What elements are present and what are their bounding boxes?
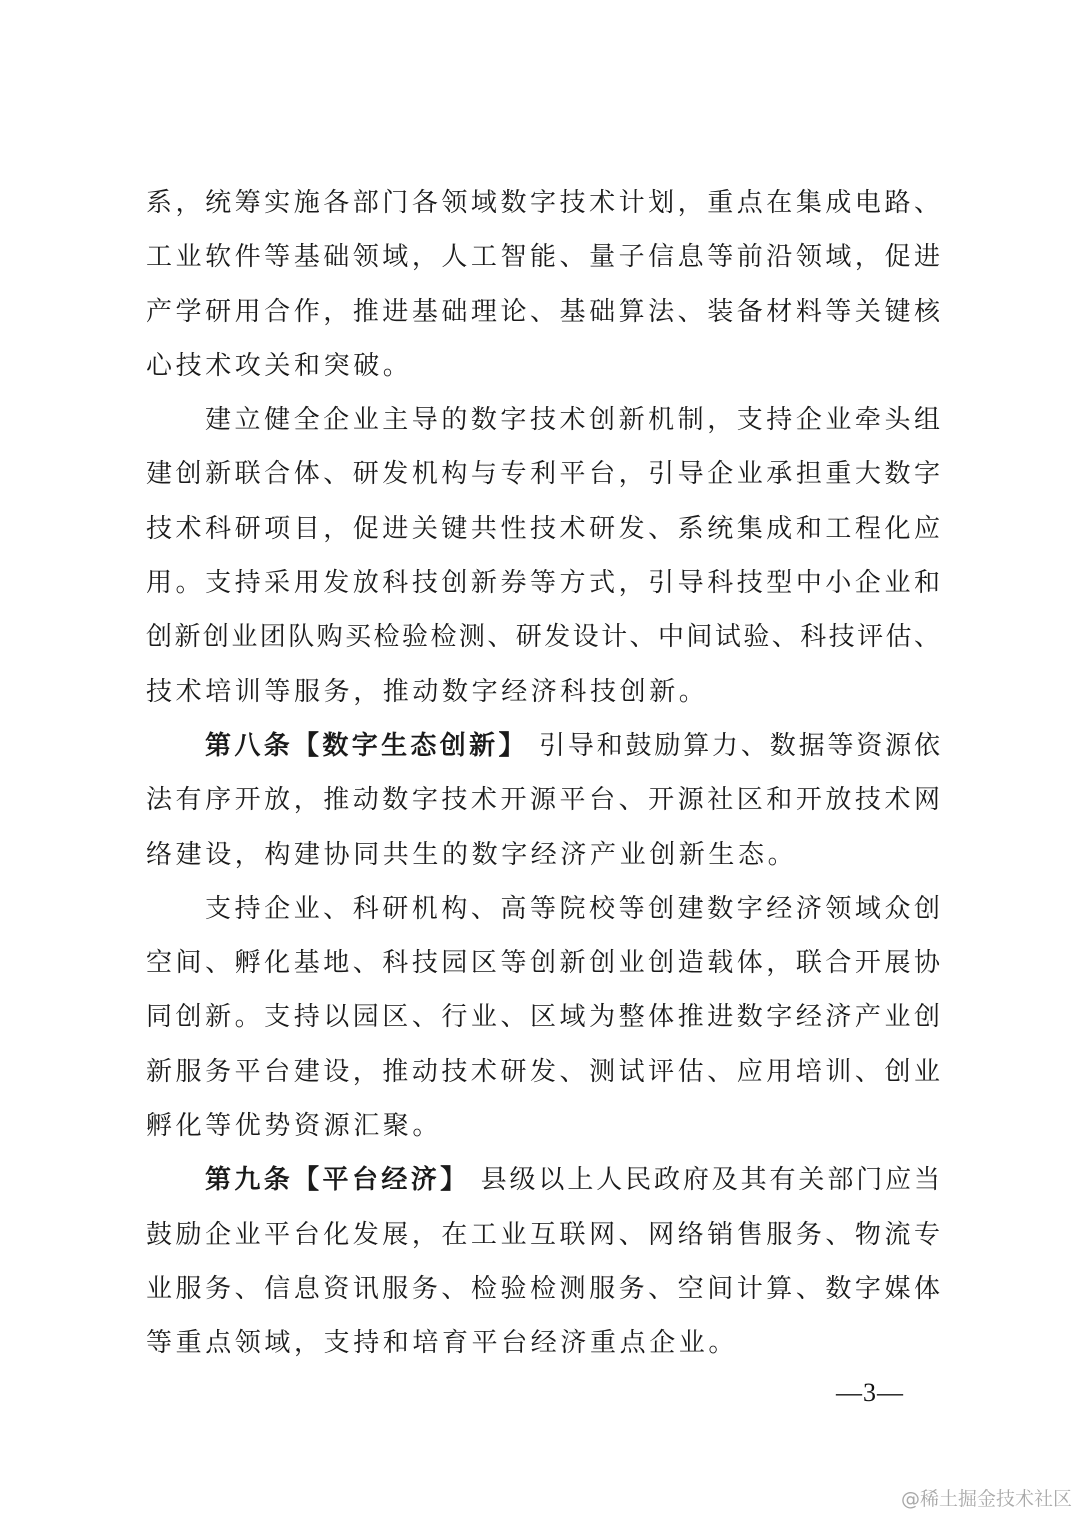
- paragraph: [146, 882, 940, 1153]
- text-line: 新服务平台建设，推动技术研发、测试评估、应用培训、创业: [146, 1056, 940, 1087]
- text-line: 产学研用合作，推进基础理论、基础算法、装备材料等关键核: [146, 296, 940, 327]
- text-line: 建创新联合体、研发机构与专利平台，引导企业承担重大数字: [146, 459, 940, 490]
- text-line: 空间、孵化基地、科技园区等创新创业创造载体，联合开展协: [146, 948, 940, 979]
- page-number: —3—: [836, 1378, 904, 1407]
- document-body: [146, 176, 940, 1371]
- text-line: 用。支持采用发放科技创新券等方式，引导科技型中小企业和: [146, 568, 940, 599]
- watermark: @稀土掘金技术社区: [900, 1488, 1072, 1510]
- paragraph: [146, 393, 940, 719]
- text-line: 络建设，构建协同共生的数字经济产业创新生态。: [146, 839, 798, 870]
- text-line: [146, 719, 940, 773]
- text-line: [146, 1153, 940, 1207]
- article-9: [146, 1153, 940, 1370]
- text-line: 创新创业团队购买检验检测、研发设计、中间试验、科技评估、: [146, 622, 940, 653]
- text-line: 法有序开放，推动数字技术开源平台、开源社区和开放技术网: [146, 785, 940, 816]
- text-line: 工业软件等基础领域，人工智能、量子信息等前沿领域，促进: [146, 242, 940, 273]
- text-line: 业服务、信息资讯服务、检验检测服务、空间计算、数字媒体: [146, 1273, 940, 1304]
- text-line: 同创新。支持以园区、行业、区域为整体推进数字经济产业创: [146, 1002, 940, 1033]
- article-8: [146, 719, 940, 882]
- text-line: 鼓励企业平台化发展，在工业互联网、网络销售服务、物流专: [146, 1219, 940, 1250]
- text-line: 技术科研项目，促进关键共性技术研发、系统集成和工程化应: [146, 513, 940, 544]
- article-text: 引导和鼓励算力、数据等资源依: [538, 730, 940, 761]
- paragraph: [146, 176, 940, 393]
- text-line: 等重点领域，支持和培育平台经济重点企业。: [146, 1328, 739, 1359]
- text-line: 孵化等优势资源汇聚。: [146, 1111, 443, 1142]
- article-heading: 第九条【平台经济】: [205, 1165, 470, 1196]
- text-line: 系，统筹实施各部门各领域数字技术计划，重点在集成电路、: [146, 188, 940, 218]
- article-heading: 第八条【数字生态创新】: [205, 730, 528, 761]
- text-line: 建立健全企业主导的数字技术创新机制，支持企业牵头组: [205, 405, 940, 436]
- text-line: 心技术攻关和突破。: [146, 350, 413, 381]
- article-text: 县级以上人民政府及其有关部门应当: [480, 1165, 940, 1196]
- text-line: 技术培训等服务，推动数字经济科技创新。: [146, 676, 709, 707]
- text-line: 支持企业、科研机构、高等院校等创建数字经济领域众创: [205, 893, 940, 924]
